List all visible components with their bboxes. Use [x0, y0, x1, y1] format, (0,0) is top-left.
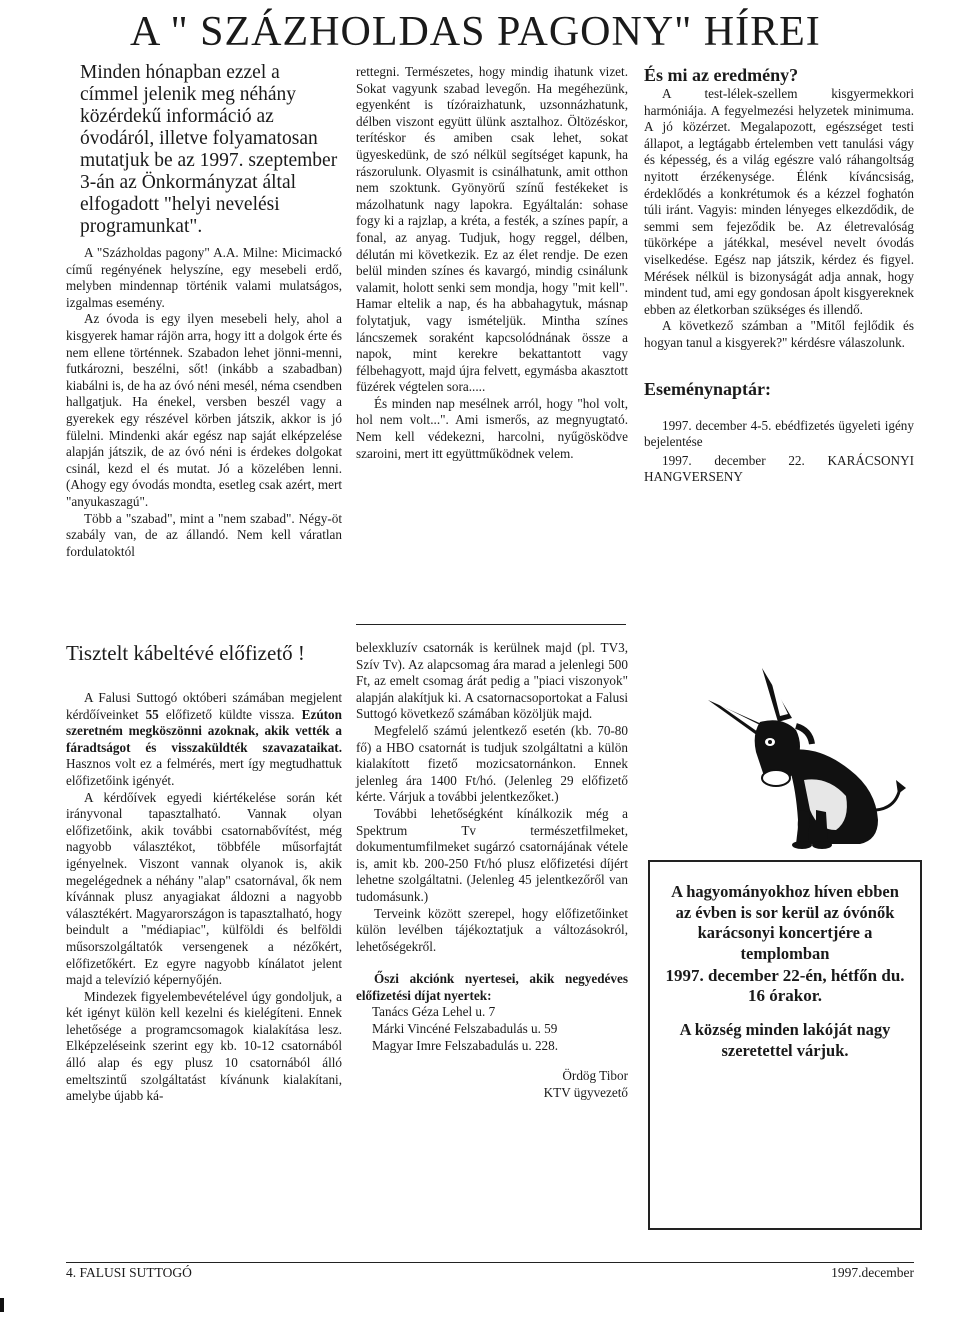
paragraph: A Falusi Suttogó októberi számában megjelent kérdőíveinket 55 előfizető küldte vissza. Ezúton szeretném megköszönni azoknak, akik vették a fáradtságot és visszaküldték szavazataikat. Hasznos volt ez a felmérés, mert így megtudhattuk előfizetőink igényét. [66, 690, 342, 788]
paragraph: A kérdőívek egyedi kiértékelése során két irányvonal tapasztalható. Vannak olyan előfizetőink, akik további csatornabővítést, még nagyobb választékot, többféle műsorfajtát igényelnek. Viszont vannak olyanok is, akik megelégednek a néhány "alap" csatornával, ők nem kívánnak plusz anyagiakat áldozni a nagyobb választékért. Magyarországon is tapasztalható, hogy beindult a "médiapiac", külföldi és belföldi műsorszolgáltatók versengenek a nézőkért, előfizetőkért. Ez egyre nagyobb kínálatot jelent majd a televízió képernyőjén. [66, 789, 342, 988]
announcement-invite: A község minden lakóját nagy szeretettel várjuk. [679, 1020, 891, 1060]
paragraph: Több a "szabad", mint a "nem szabad". Négy-öt szabály van, de az állandó. Nem kell váratlan fordulatoktól [66, 510, 342, 559]
paragraph: Megfelelő számú jelentkező esetén (kb. 70-80 fő) a HBO csatornát is tudjuk szolgáltatni a külön kialakított fizető mozicsatornánkon. Ennek jelenleg ára 1400 Ft/hó. (Jelenleg 29 előfizető kérte. Várjuk a további jelentkezőket.) [356, 722, 628, 805]
cable-article-column-2 [356, 640, 628, 1101]
section-heading: És mi az eredmény? [644, 65, 799, 85]
section-divider [356, 624, 626, 625]
paragraph: Terveink között szerepel, hogy előfizetőinket külön levélben tájékoztatjuk a változásokról, lehetőségekről. [356, 905, 628, 954]
winners-list [356, 1004, 628, 1054]
signature-name: Ördög Tibor [562, 1068, 628, 1084]
page-title: A " SZÁZHOLDAS PAGONY" HÍREI [130, 9, 821, 55]
footer-date: 1997.december [831, 1265, 914, 1280]
footer-publication: 4. FALUSI SUTTOGÓ [66, 1265, 192, 1280]
paragraph: belexkluzív csatornák is kerülnek majd (pl. TV3, Szív Tv). Az alapcsomag ára marad a jelenlegi 500 Ft, az emelt csomag árát pedig a "piaci viszonyok" alapján alakítjuk ki. A csatornacsoportokat a Falusi Suttogó következő számában közöljük majd. [356, 640, 628, 722]
winners-heading: Őszi akciónk nyertesei, akik negyedéves előfizetési díjat nyertek: [356, 971, 628, 1003]
cable-article-heading: Tisztelt kábeltévé előfizető ! [66, 641, 305, 665]
article-column-1 [66, 245, 342, 560]
announcement-text: A hagyományokhoz híven ebben az évben is sor kerül az óvónők karácsonyi koncertjére a templomban [671, 882, 899, 963]
article-column-2 [356, 64, 628, 462]
paragraph: Az óvoda is egy ilyen mesebeli hely, ahol a kisgyerek hamar rájön arra, hogy itt a dolgok érte és nem ellene történnek. Szabadon lehet jönni-menni, futkározni, beszélni, sőt! (inkább a szabadban) kiabálni is, de ha az óvó néni mesél, néma csendben hallgatjuk. Ha énekel, versben beszél vagy a gyerekek egy részével körben játszik, akkor is jó fülelni. Mindenki akár egész nap saját elképzelése alapján játszik, de az óvó néni is érdekes dolgokat csinál, kezd el és mutat. Jó a közelében lenni. (Ahogy egy óvodás mondta, esetleg csak azért, mert "anyukaszagú". [66, 311, 342, 509]
cable-article-column-1 [66, 690, 342, 1105]
paragraph: További lehetőségként kínálkozik még a Spektrum Tv természetfilmeket, dokumentumfilmeket sugárzó csatornájának vétele is, amit kb. 200-250 Ft/hó plusz előfizetési díjért lehetne szolgáltatni. (Jelenleg 45 jelentkezőről van tudomásunk.) [356, 805, 628, 904]
donkey-illustration [700, 660, 910, 850]
page-footer [66, 1262, 914, 1281]
winner-item: Márki Vincéné Felszabadulás u. 59 [372, 1021, 558, 1037]
paragraph: A következő számban a "Mitől fejlődik és hogyan tanul a kisgyerek?" kérdésre válaszolunk. [644, 318, 914, 350]
article-column-3 [644, 64, 914, 486]
winner-item: Magyar Imre Felszabadulás u. 228. [372, 1037, 559, 1053]
scan-mark [0, 1298, 4, 1312]
concert-announcement-box [648, 860, 922, 1230]
paragraph: A test-lélek-szellem kisgyermekkori harmóniája. A fegyelmezési helyzetek minimuma. A jó közérzet. Megalapozott, egészséget testi állapot, a legtágabb értelemben vett tanulási vágy és képesség, és a világ egészre való ráhangoltság nyitott érzékenysége. Élénk kíváncsiság, érdeklődés a konkrétumok és a kézzel foghatón túli iránt. Vagyis: minden lényeges elkezdődik, de semmi sem fejeződik be. Az életrevalóság tükörképe a játékkal, mesével nevelt óvodás viselkedése. Egész nap játszik, kérdez és figyel. Mérések nélkül is bizonyságát adja annak, hogy mindent tud, ami egy gondosan ápolt kisgyereknek ebben az életkorban szükséges és illendő. [644, 86, 914, 317]
paragraph: rettegni. Természetes, hogy mindig ihatunk vizet. Sokat vagyunk szabad levegőn. Ha megéhezünk, egyenként is tízóraizhatunk, uzsonnázhatunk, délben viszont együtt ülünk asztalhoz. Öltözéskor, terítéskor és amiben csak lehet, sokat ügyeskedünk, de szó nélkül segítséget kapunk, ha rászorulunk. Olyasmit is csinálhatunk, amit otthon nem szoktunk. Gyönyörű színű festékeket is mázolhatunk nagy lapokra. Egyáltalán: sohase fogy ki a rajzlap, a kréta, a festék, a színes papír, a fonal, az anyag. Tudjuk, hogy reggel, délben, délután mi következik. Ez az élet rendje. De ezen belül minden színes és kavargó, mindig csinálunk valamit, holott senki sem mondja, hogy "mit kell". Hamar eltelik a nap, és ha abbahagytuk, másnap folytatjuk, vagy ismételjük. Mintha színes láncszemek soraként kapcsolódnának össze a napok, mint kerekre bekattantott vagy félbehagyott, majd újra felvett, egymásba akasztott füzérek végtelen sora..... [356, 64, 628, 395]
event-item: 1997. december 22. KARÁCSONYI HANGVERSENY [644, 452, 914, 485]
winner-item: Tanács Géza Lehel u. 7 [372, 1004, 496, 1020]
intro-paragraph: Minden hónapban ezzel a címmel jelenik meg néhány közérdekű információ az óvodáról, illetve folyamatosan mutatjuk be az 1997. szeptember 3-án az Önkormányzat által elfogadott "helyi nevelési programunkat". [80, 62, 338, 237]
signature-role: KTV ügyvezető [543, 1084, 628, 1100]
announcement-date: 1997. december 22-én, hétfőn du. 16 órakor. [665, 966, 905, 1005]
paragraph: A "Százholdas pagony" A.A. Milne: Micimackó című regényének helyszíne, egy mesebeli erdő, melyben mindennap történik valami mulatságos, izgalmas esemény. [66, 245, 342, 310]
paragraph: És minden nap mesélnek arról, hogy "hol volt, hol nem volt...". Ami ismerős, az megnyugtató. Nem kell védekezni, harcolni, nyűgösködve szaroini, mert itt együttműködnek velem. [356, 395, 628, 461]
paragraph: Mindezek figyelembevételével úgy gondoljuk, a két igényt külön kell kezelni és kielégíteni. Ennek lehetősége a programcsomagok kialakítása lesz. Elképzeléseink szerint egy kb. 10-12 csatornából álló alap és egy plusz 10 csatornából álló emeltszintű szolgáltatást kívánunk kialakítani, amelybe újabb ká- [66, 988, 342, 1104]
event-item: 1997. december 4-5. ebédfizetés ügyeleti igény bejelentése [644, 417, 914, 450]
events-heading: Eseménynaptár: [644, 378, 771, 399]
